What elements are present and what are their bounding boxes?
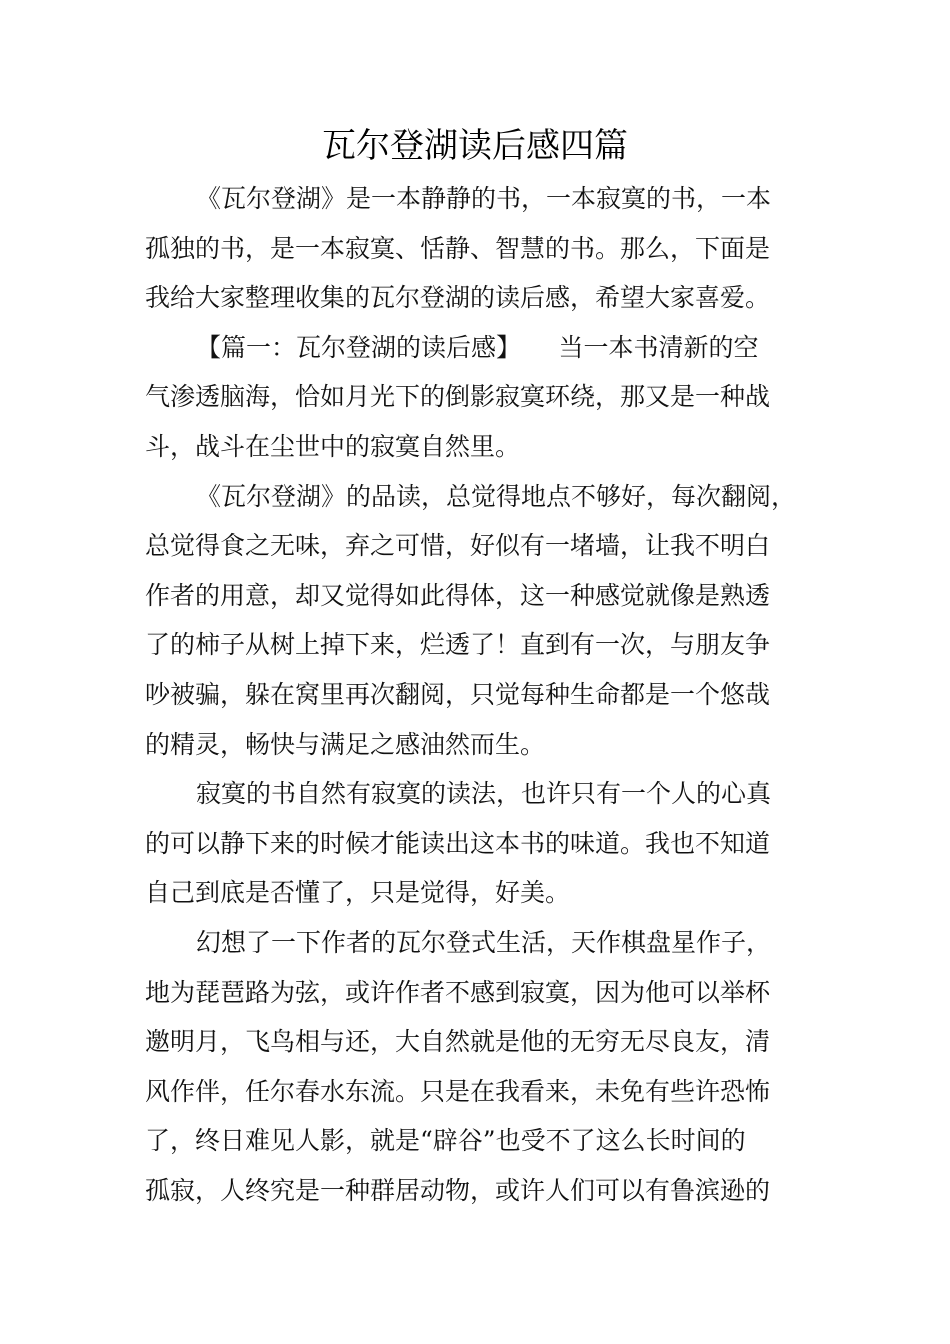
text-line: 的精灵，畅快与满足之感油然而生。 [145,729,546,759]
text-line: 斗，战斗在尘世中的寂寞自然里。 [145,431,521,461]
text-line: 【篇一：瓦尔登湖的读后感】 当一本书清新的空 [196,332,759,362]
text-line: 作者的用意，却又觉得如此得体，这一种感觉就像是熟透 [145,580,771,610]
text-line: 了，终日难见人影，就是“辟谷”也受不了这么长时间的 [145,1126,746,1156]
text-line: 的可以静下来的时候才能读出这本书的味道。我也不知道 [145,828,771,858]
text-line: 孤独的书，是一本寂寞、恬静、智慧的书。那么，下面是 [145,233,771,263]
text-line: 孤寂，人终究是一种群居动物，或许人们可以有鲁滨逊的 [145,1175,771,1205]
text-line: 寂寞的书自然有寂寞的读法，也许只有一个人的心真 [196,779,772,809]
document-title: 瓦尔登湖读后感四篇 [322,126,628,166]
text-line: 自己到底是否懂了，只是觉得，好美。 [145,878,571,908]
text-line: 邀明月，飞鸟相与还，大自然就是他的无穷无尽良友，清 [145,1027,771,1057]
text-line: 风作伴，任尔春水东流。只是在我看来，未免有些许恐怖 [145,1076,771,1106]
text-line: 了的柿子从树上掉下来，烂透了！直到有一次，与朋友争 [145,630,771,660]
text-line: 吵被骗，躲在窝里再次翻阅，只觉每种生命都是一个悠哉 [145,679,771,709]
text-line: 幻想了一下作者的瓦尔登式生活，天作棋盘星作子， [196,927,772,957]
document-body [145,174,810,1215]
text-line: 气渗透脑海，恰如月光下的倒影寂寞环绕，那又是一种战 [145,382,771,412]
text-line: 《瓦尔登湖》是一本静静的书，一本寂寞的书，一本 [196,184,772,213]
text-line: 我给大家整理收集的瓦尔登湖的读后感，希望大家喜爱。 [145,283,771,313]
text-line: 总觉得食之无味，弃之可惜，好似有一堵墙，让我不明白 [145,531,771,561]
text-line: 地为琵琶路为弦，或许作者不感到寂寞，因为他可以举杯 [145,977,771,1007]
text-line: 《瓦尔登湖》的品读，总觉得地点不够好，每次翻阅， [196,481,797,511]
